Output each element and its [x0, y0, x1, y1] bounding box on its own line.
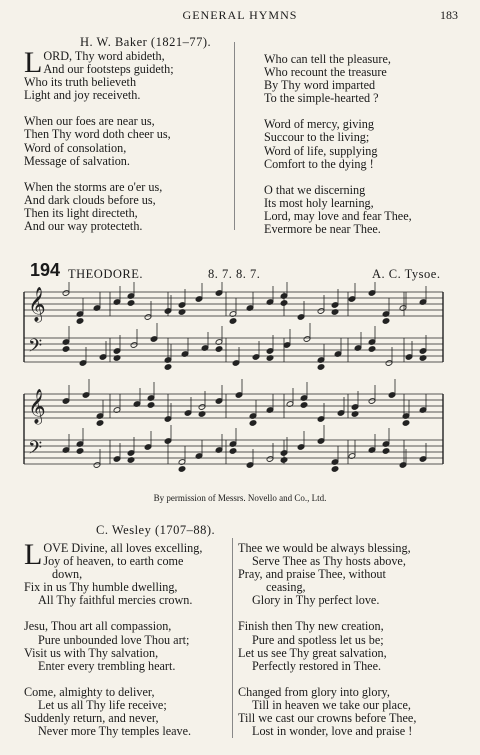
verse-line: Pure unbounded love Thou art;	[38, 632, 190, 647]
verse-line: Glory in Thy perfect love.	[252, 593, 380, 608]
verse-line: Never more Thy temples leave.	[38, 724, 192, 739]
verse-line: OVE Divine, all loves excelling,	[43, 541, 203, 555]
stanza	[264, 53, 464, 105]
verse-line: All Thy faithful mercies crown.	[38, 593, 193, 608]
note-head-icon	[317, 364, 325, 371]
verse-line: Let us see Thy great salvation,	[238, 645, 387, 660]
drop-cap: L	[24, 46, 43, 79]
note-head-icon	[76, 448, 84, 455]
stanza	[264, 184, 464, 236]
stanza	[24, 620, 234, 672]
hymn-number: 194	[30, 260, 61, 280]
verse-line: Lost in wonder, love and praise !	[252, 724, 413, 739]
verse-line: O that we discerning	[264, 182, 366, 197]
note-head-icon	[147, 402, 155, 409]
right-column-bottom	[238, 542, 462, 738]
verse-line: And dark clouds before us,	[24, 192, 156, 207]
verse-line: Then its light directeth,	[24, 205, 138, 220]
stanza	[238, 620, 462, 672]
note-head-icon	[280, 300, 288, 307]
verse-line: Light and joy receiveth.	[24, 88, 141, 103]
note-head-icon	[76, 318, 84, 325]
bass-clef-icon: 𝄢	[28, 438, 43, 463]
author-credit: H. W. Baker (1821–77).	[80, 35, 212, 49]
verse-line: Visit us with Thy salvation,	[24, 645, 159, 660]
verse-line: Pure and spotless let us be;	[252, 632, 384, 647]
verse-line: Pray, and praise Thee, without	[238, 567, 386, 582]
note-head-icon	[127, 300, 135, 307]
verse-line: Word of life, supplying	[264, 143, 378, 158]
note-head-icon	[229, 448, 237, 455]
verse-line: down,	[52, 567, 83, 582]
verse-line: Serve Thee as Thy hosts above,	[252, 554, 406, 569]
stanza	[24, 46, 230, 103]
verse-line: Comfort to the dying !	[264, 156, 374, 171]
note-head-icon	[178, 466, 186, 473]
stanza	[24, 686, 234, 738]
running-head: GENERAL HYMNS	[182, 8, 298, 22]
stanza	[24, 115, 230, 167]
note-head-icon	[331, 466, 339, 473]
author-credit: C. Wesley (1707–88).	[96, 523, 216, 537]
note-head-icon	[215, 346, 223, 353]
note-head-icon	[164, 364, 172, 371]
meter: 8. 7. 8. 7.	[208, 267, 261, 281]
page-number: 183	[440, 8, 458, 22]
verse-line: Finish then Thy new creation,	[238, 619, 384, 634]
verse-line: Till we cast our crowns before Thee,	[238, 711, 417, 726]
verse-line: Its most holy learning,	[264, 195, 374, 210]
verse-line: Thee we would be always blessing,	[238, 541, 411, 555]
note-head-icon	[382, 448, 390, 455]
note-head-icon	[249, 420, 257, 427]
verse-line: And our way protecteth.	[24, 219, 143, 234]
stanza	[264, 118, 464, 170]
column-divider	[232, 538, 233, 738]
verse-line: Word of mercy, giving	[264, 117, 374, 132]
treble-clef-icon: 𝄞	[28, 287, 46, 322]
stanza	[238, 686, 462, 738]
note-head-icon	[96, 420, 104, 427]
verse-line: Perfectly restored in Thee.	[252, 658, 382, 673]
note-head-icon	[368, 346, 376, 353]
tune-name: THEODORE.	[68, 267, 143, 281]
note-head-icon	[402, 420, 410, 427]
stanza	[24, 538, 234, 608]
verse-line: Then Thy word doth cheer us,	[24, 127, 171, 142]
left-column-bottom	[24, 538, 234, 739]
column-divider	[234, 42, 235, 230]
bass-clef-icon: 𝄢	[28, 336, 43, 361]
verse-line: ceasing,	[266, 580, 306, 595]
verse-line: When the storms are o'er us,	[24, 179, 163, 194]
composer: A. C. Tysoe.	[372, 267, 441, 281]
verse-line: Evermore be near Thee.	[264, 222, 381, 237]
verse-line: To the simple-hearted ?	[264, 91, 379, 106]
note-head-icon	[382, 318, 390, 325]
verse-line: Word of consolation,	[24, 140, 127, 155]
treble-clef-icon: 𝄞	[28, 389, 46, 424]
music-score	[0, 282, 480, 487]
verse-line: And our footsteps guideth;	[43, 62, 174, 77]
verse-line: By Thy word imparted	[264, 78, 376, 93]
verse-line: Come, almighty to deliver,	[24, 684, 155, 699]
verse-line: Who recount the treasure	[264, 65, 387, 80]
left-column-top	[24, 46, 230, 234]
verse-line: Let us all Thy life receive;	[38, 697, 167, 712]
verse-line: Suddenly return, and never,	[24, 711, 159, 726]
note-head-icon	[300, 402, 308, 409]
verse-line: Till in heaven we take our place,	[252, 697, 411, 712]
verse-line: Message of salvation.	[24, 153, 130, 168]
verse-line: Enter every trembling heart.	[38, 658, 176, 673]
verse-line: Who its truth believeth	[24, 75, 137, 90]
verse-line: Lord, may love and fear Thee,	[264, 208, 412, 223]
verse-line: Joy of heaven, to earth come	[43, 554, 184, 569]
drop-cap: L	[24, 538, 43, 571]
verse-line: When our foes are near us,	[24, 114, 155, 129]
verse-line: Changed from glory into glory,	[238, 684, 390, 699]
note-head-icon	[229, 318, 237, 325]
right-column-top	[264, 53, 464, 236]
verse-line: Jesu, Thou art all compassion,	[24, 619, 172, 634]
verse-line: Fix in us Thy humble dwelling,	[24, 580, 178, 595]
permission-credit: By permission of Messrs. Novello and Co., Ltd.	[153, 493, 327, 503]
verse-line: ORD, Thy word abideth,	[43, 49, 165, 63]
stanza	[24, 181, 230, 233]
verse-line: Succour to the living;	[264, 130, 370, 145]
note-head-icon	[62, 346, 70, 353]
stanza	[238, 542, 462, 607]
verse-line: Who can tell the pleasure,	[264, 52, 391, 66]
